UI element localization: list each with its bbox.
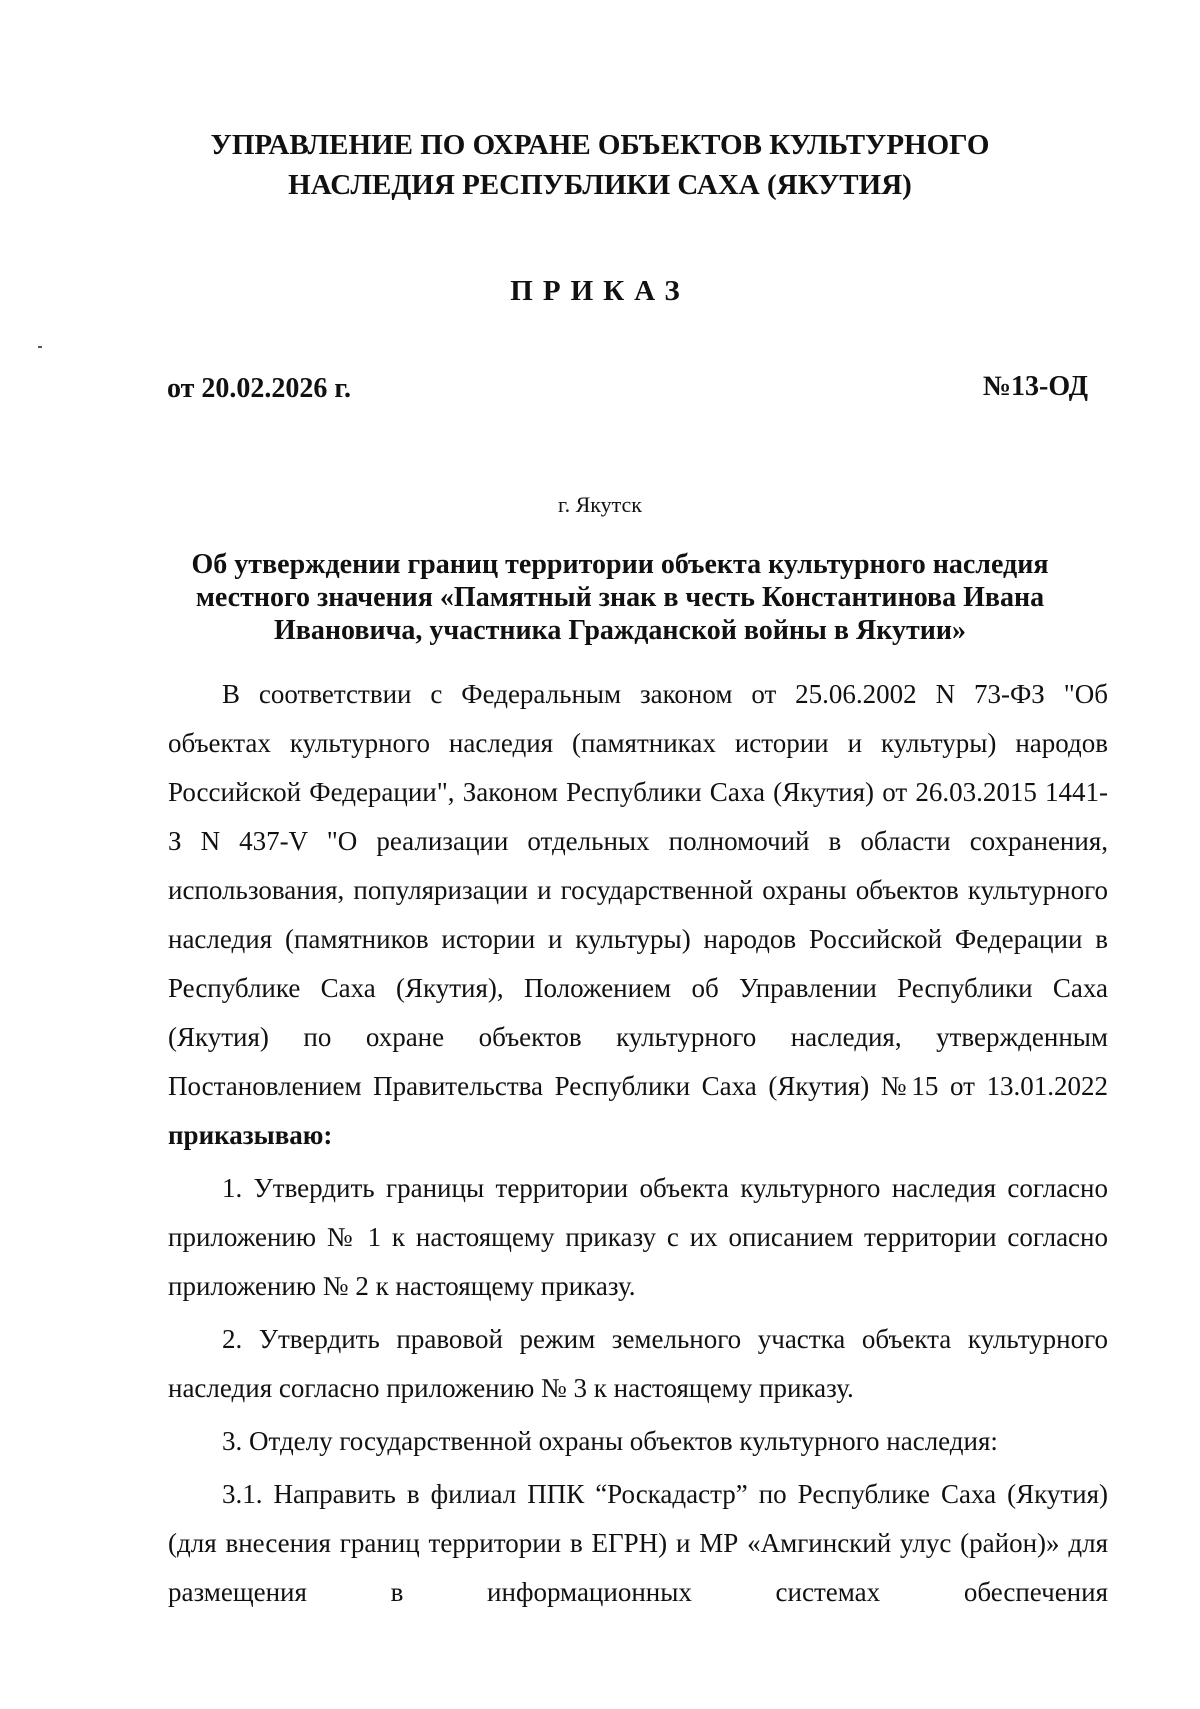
item-2-paragraph: 2. Утвердить правовой режим земельного участка объекта культурного наследия согласно приложению № 3 к настоящему приказу. [168,1324,1108,1403]
item-3-1-paragraph: 3.1. Направить в филиал ППК “Роскадастр” по Республике Саха (Якутия) (для внесения границ территории в ЕГРН) и МР «Амгинский улус (район)» для размещения в информационных системах обеспечения [168,1479,1108,1607]
order-word: приказываю: [168,1120,333,1150]
order-subject [160,548,1080,647]
subject-line-2: местного значения «Памятный знак в честь Константинова Ивана [195,582,1045,613]
organization-line-1: УПРАВЛЕНИЕ ПО ОХРАНЕ ОБЪЕКТОВ КУЛЬТУРНОГО [210,129,990,161]
order-number: №13-ОД [982,371,1088,402]
order-body [168,670,1108,1617]
item-3-paragraph: 3. Отделу государственной охраны объектов культурного наследия: [222,1426,998,1456]
document-type-title: ПРИКАЗ [510,275,690,307]
subject-line-1: Об утверждении границ территории объекта культурного наследия [191,549,1049,580]
scan-speck [38,346,42,348]
organization-name [0,125,1200,205]
organization-line-2: НАСЛЕДИЯ РЕСПУБЛИКИ САХА (ЯКУТИЯ) [288,169,912,201]
order-city: г. Якутск [558,492,642,517]
preamble-text: В соответствии с Федеральным законом от 25.06.2002 N 73-ФЗ "Об объектах культурного наследия (памятниках истории и культуры) народов Российской Федерации", Законом Республики Саха (Якутия) от 26.03.2015 1441-З N 437-V "О реализации отдельных полномочий в области сохранения, использования, популяризации и государственной охраны объектов культурного наследия (памятников истории и культуры) народов Российской Федерации в Республике Саха (Якутия), Положением об Управлении Республики Саха (Якутия) по охране объектов культурного наследия, утвержденным Постановлением Правительства Республики Саха (Якутия) №15 от 13.01.2022 [168,679,1108,1101]
item-1-paragraph: 1. Утвердить границы территории объекта культурного наследия согласно приложению № 1 к настоящему приказу с их описанием территории согласно приложению № 2 к настоящему приказу. [168,1173,1108,1301]
order-date: от 20.02.2026 г. [167,373,351,404]
preamble-paragraph [168,670,1108,1160]
subject-line-3: Ивановича, участника Гражданской войны в Якутии» [273,615,967,646]
